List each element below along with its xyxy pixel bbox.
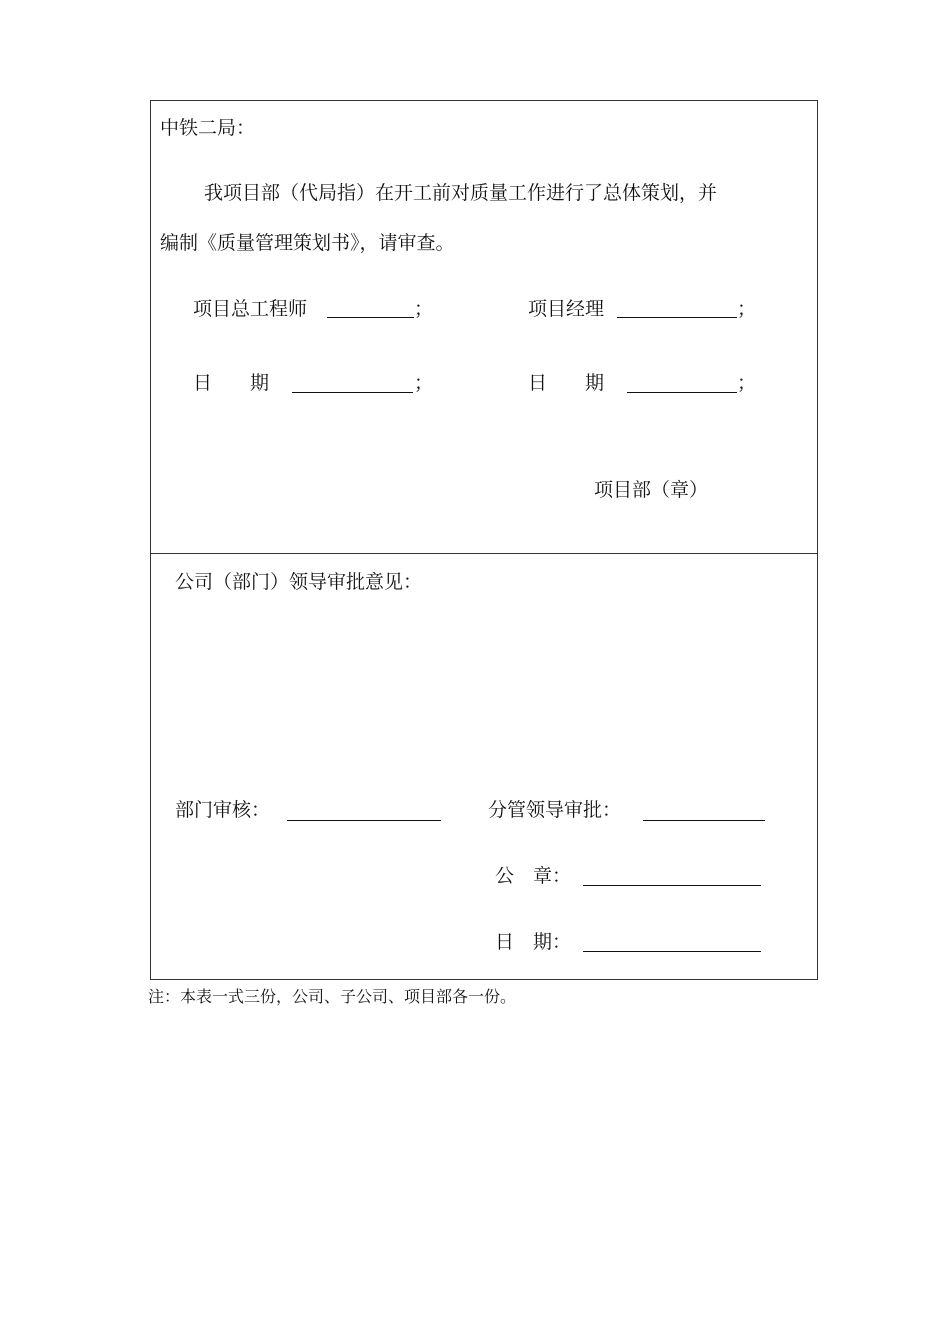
chief-engineer-signature-line[interactable] [327, 317, 414, 318]
body-text-line1: 我项目部（代局指）在开工前对质量工作进行了总体策划，并 [204, 182, 718, 204]
project-manager-signature-line[interactable] [617, 317, 737, 318]
body-text-line2: 编制《质量管理策划书》，请审查。 [160, 232, 455, 254]
semicolon: ； [414, 372, 434, 394]
leader-approval-label: 分管领导审批： [488, 799, 622, 821]
approval-date-line[interactable] [583, 951, 761, 952]
date-label-right: 日 期 [528, 372, 605, 394]
date-line-right[interactable] [627, 392, 737, 393]
approval-heading: 公司（部门）领导审批意见： [175, 571, 423, 593]
chief-engineer-label: 项目总工程师 [193, 298, 308, 320]
approval-date-label: 日 期： [495, 931, 572, 953]
addressee: 中铁二局： [160, 117, 256, 139]
footnote: 注：本表一式三份，公司、子公司、项目部各一份。 [148, 987, 517, 1006]
leader-approval-signature-line[interactable] [643, 820, 765, 821]
semicolon: ； [737, 372, 757, 394]
project-dept-seal-label: 项目部（章） [594, 479, 709, 501]
company-seal-label: 公 章： [495, 865, 572, 887]
dept-review-signature-line[interactable] [287, 820, 441, 821]
date-line-left[interactable] [292, 392, 413, 393]
semicolon: ； [737, 298, 757, 320]
date-label-left: 日 期 [193, 372, 270, 394]
dept-review-label: 部门审核： [175, 799, 271, 821]
project-manager-label: 项目经理 [528, 298, 605, 320]
section-divider [150, 553, 818, 554]
semicolon: ； [414, 298, 434, 320]
company-seal-line[interactable] [583, 885, 761, 886]
